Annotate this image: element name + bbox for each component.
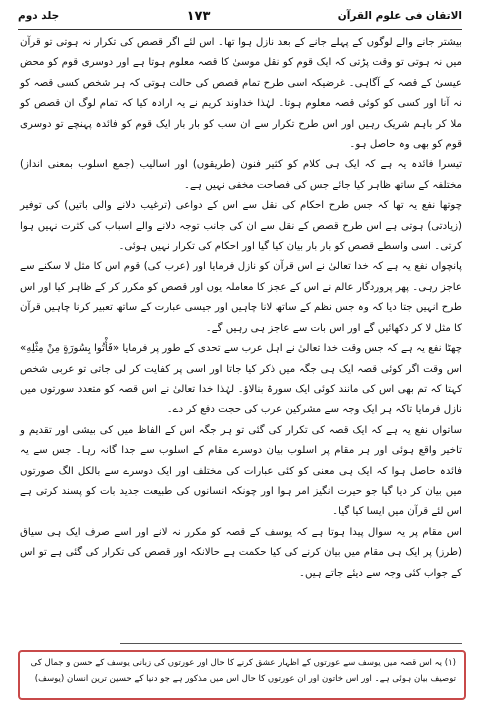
paragraph: ساتواں نفع یہ ہے کہ ایک قصہ کی تکرار کی گئی تو ہر جگہ اس کے الفاظ میں کی بیشی اور تقدیم و تاخیر واقع ہوئی اور ہر مقام پر اسلوب بیان دوسرے مقام کے اسلوب سے جدا گانہ رہا۔ جس سے یہ فائدہ حاصل ہوا کہ ایک ہی معنی کو کئی عبارات کی مختلف اور ایک دوسرے سے بالکل الگ صورتوں میں بیان کر دیا گیا جو حیرت انگیز امر ہوا اور چونکہ انسانوں کی طبیعت جدید بات کو پسند کرتی ہے اس لئے قرآن میں ایسا کیا گیا۔ <box>20 424 462 518</box>
book-title: الاتقان فی علوم القرآن <box>337 10 462 22</box>
footnote-divider <box>120 643 462 644</box>
page-body <box>20 33 462 584</box>
paragraph: چھٹا نفع یہ ہے کہ جس وقت خدا تعالیٰ نے اہل عرب سے تحدی کے طور پر فرمایا «فَأْتُوا بِسُورَةٍ مِنْ مِثْلِهِ» اس وقت اگر کوئی قصہ ایک ہی جگہ میں ذکر کیا جاتا اور اسی پر کفایت کر لی جاتی تو عربی شخص کہتا کہ تم بھی اس کی مانند کوئی ایک سورۃ بنالاؤ۔ لہٰذا خدا تعالیٰ نے اس قصہ کو متعدد سورتوں میں نازل فرمایا تاکہ ہر ایک وجہ سے مشرکین عرب کی حجت دفع کر دے۔ <box>20 343 462 416</box>
footnote-text: (۱) یہ اس قصہ میں یوسف سے عورتوں کے اظہار عشق کرنے کا حال اور عورتوں کی زبانی یوسف کے حسن و جمال کی توصیف بیان ہوئی ہے۔ اور اس خاتون اور ان عورتوں کا حال اس میں مذکور ہے جو دنیا کے حسین ترین انسان (یوسف) <box>30 658 456 684</box>
page-number: ۱۷۳ <box>186 8 211 24</box>
paragraph: پانچواں نفع یہ ہے کہ خدا تعالیٰ نے اس قرآن کو نازل فرمایا اور (عرب کی) قوم اس کا مثل لا سکنے سے عاجز رہی۔ پھر پروردگار عالم نے اس کے عجز کا معاملہ یوں اور قصص کو مکرر کر کے ظاہر کیا اور اس طرح انہیں جتا دیا کہ وہ جس نظم کے ساتھ لانا چاہیں اور جیسی عبارت کے ساتھ تعبیر کرنا چاہیں قرآن کا مثل لا کر دکھائیں گے اور اس بات سے عاجز ہی رہیں گے۔ <box>20 261 462 334</box>
paragraph: تیسرا فائدہ یہ ہے کہ ایک ہی کلام کو کثیر فنون (طریقوں) اور اسالیب (جمع اسلوب بمعنی انداز) مختلفہ کے ساتھ ظاہر کیا جائے جس کی فصاحت مخفی نہیں ہے۔ <box>20 159 462 191</box>
paragraph: چوتھا نفع یہ تھا کہ جس طرح احکام کی نقل سے اس کے دواعی (ترغیب دلانے والی باتیں) کی توفیر (زیادتی) ہوتی ہے اس طرح قصص کے نقل سے ان کی جانب توجہ دلانے والے اسباب کی کثرت نہیں ہوا کرتی۔ اسی واسطے قصص کو بار بار بیان کیا گیا اور احکام کی تکرار نہیں ہوئی۔ <box>20 200 462 253</box>
paragraph: اس مقام پر یہ سوال پیدا ہوتا ہے کہ یوسف کے قصہ کو مکرر نہ لانے اور اسے صرف ایک ہی سیاق (طرز) پر ایک ہی مقام میں بیان کرنے کی کیا حکمت ہے حالانکہ اور قصص کی تکرار کی گئی ہے تو اس کے جواب کئی وجہ سے دیئے جاتے ہیں۔ <box>20 526 462 579</box>
page-header <box>18 6 462 26</box>
header-divider <box>18 29 462 30</box>
volume-label: جلد دوم <box>18 10 60 22</box>
footnote-box <box>18 650 466 700</box>
paragraph: بیشتر جانے والے لوگوں کے پہلے جانے کے بعد نازل ہوا تھا۔ اس لئے اگر قصص کی تکرار نہ ہوتی تو قرآن میں نہ ہوتی تو وقت پڑتی کہ ایک قوم کو نقل موسیٰ کا قصہ معلوم ہوتا ہے اور دوسری قوم کو محض عیسیٰ کے قصہ کے آگاہی۔ غرضیکہ اسی طرح تمام قصص کی حالت ہوتی کہ ہر شخص کسی قصہ کو نہ آنا اور کسی کو کوئی قصہ معلوم ہوتا۔ لہٰذا خداوند کریم نے یہ ارادہ کیا کہ تمام لوگ ان قصص کو ملا کر باہم شریک رہیں اور اس طرح تکرار سے ان سب کو بار بار ایک قوم کو فائدہ پہنچے تو دوسری قوم کو بھی وہ حاصل ہو۔ <box>20 37 462 151</box>
